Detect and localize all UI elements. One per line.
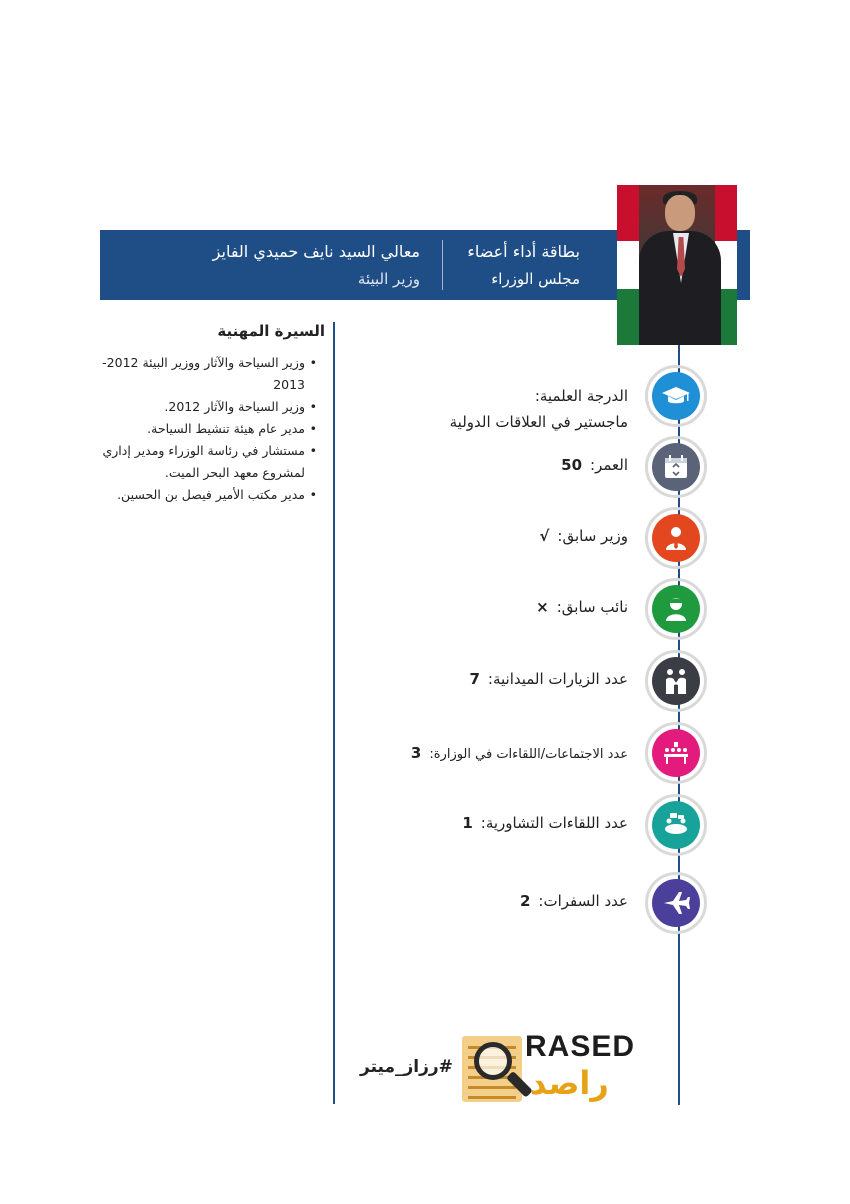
career-section (100, 322, 325, 506)
logo-text-ar: راصد (530, 1064, 609, 1102)
stat-consultations (340, 794, 640, 864)
stat-value: 7 (469, 670, 480, 688)
logo-text-en: RASED (525, 1030, 636, 1063)
stat-age (340, 436, 640, 506)
list-item: • مدير مكتب الأمير فيصل بن الحسين. (100, 484, 315, 506)
minister-name: معالي السيد نايف حميدي الفايز (212, 242, 420, 261)
stat-value: √ (539, 527, 550, 545)
minister-photo (617, 185, 737, 345)
card-title: بطاقة أداء أعضاء (467, 242, 580, 261)
magnifier-icon (474, 1042, 512, 1080)
calendar-icon (645, 436, 707, 498)
deputy-person-icon (645, 578, 707, 640)
stat-value: 3 (410, 744, 422, 762)
stat-label: عدد السفرات: (538, 892, 628, 910)
stat-value: 1 (462, 814, 473, 832)
list-item: • مستشار في رئاسة الوزراء ومدير إداري لمشروع معهد البحر الميت. (100, 440, 315, 484)
stat-value: × (536, 598, 549, 616)
stat-label: عدد الزيارات الميدانية: (487, 670, 628, 688)
consultation-icon (645, 794, 707, 856)
stat-value: 2 (519, 892, 531, 910)
stat-former-deputy (340, 578, 640, 648)
list-item: • وزير السياحة والآثار ووزير البيئة 2012-2013 (100, 352, 315, 396)
stat-degree (340, 365, 640, 435)
stat-label: وزير سابق: (557, 527, 628, 545)
stat-value: ماجستير في العلاقات الدولية (449, 413, 628, 431)
stat-meetings (340, 722, 640, 792)
minister-block (190, 238, 420, 292)
list-item: • وزير السياحة والآثار 2012. (100, 396, 315, 418)
career-list (100, 352, 325, 506)
column-divider (333, 322, 335, 1104)
stat-label: الدرجة العلمية: (534, 387, 628, 405)
list-item: • مدير عام هيئة تنشيط السياحة. (100, 418, 315, 440)
minister-person-icon (645, 507, 707, 569)
hashtag: #رزاز_ميتر (360, 1057, 453, 1077)
council-name: مجلس الوزراء (491, 270, 580, 288)
handshake-icon (645, 650, 707, 712)
stat-trips (340, 872, 640, 942)
graduation-cap-icon (645, 365, 707, 427)
stat-label: عدد اللقاءات التشاورية: (480, 814, 628, 832)
airplane-icon (645, 872, 707, 934)
stat-label: العمر: (590, 456, 628, 474)
banner-divider (442, 240, 443, 290)
rased-logo (460, 1030, 660, 1110)
stat-label: نائب سابق: (556, 598, 628, 616)
meeting-table-icon (645, 722, 707, 784)
stat-field-visits (340, 650, 640, 720)
ministry-name: وزير البيئة (357, 270, 420, 288)
career-title: السيرة المهنية (217, 322, 325, 340)
stat-former-minister (340, 507, 640, 577)
stat-value: 50 (561, 456, 583, 474)
stat-label: عدد الاجتماعات/اللقاءات في الوزارة: (429, 747, 628, 762)
card-title-block (430, 238, 580, 292)
